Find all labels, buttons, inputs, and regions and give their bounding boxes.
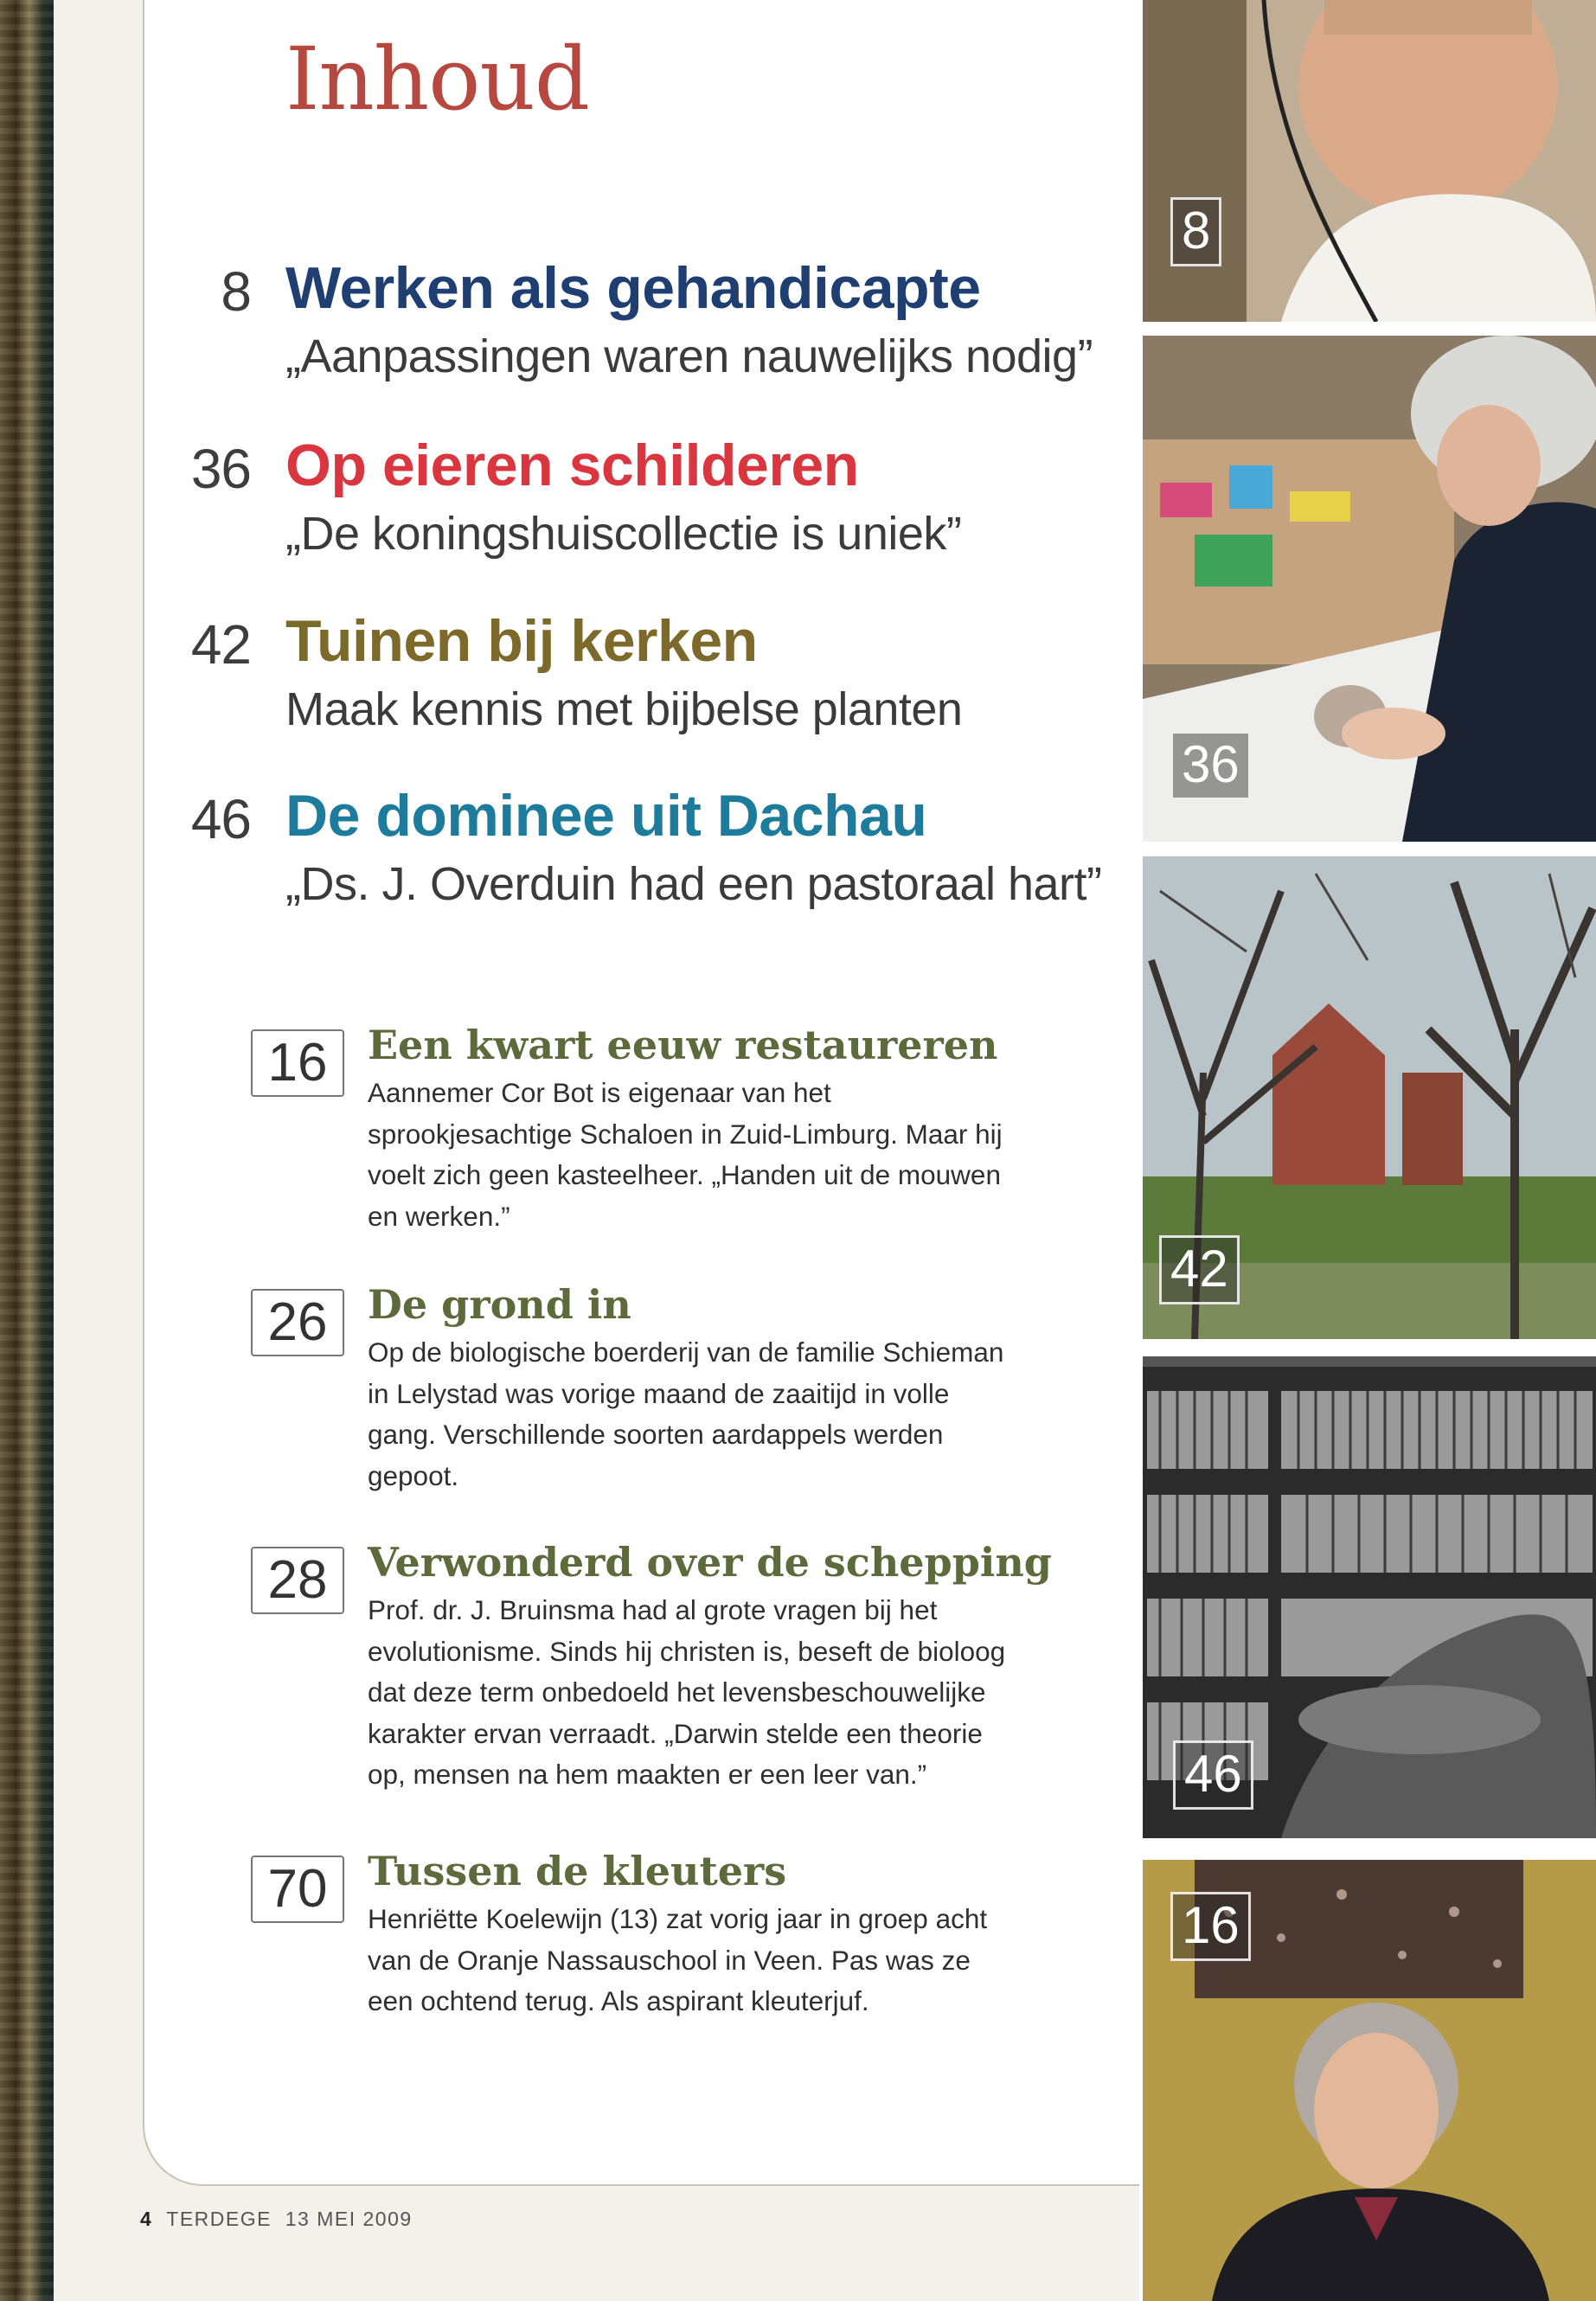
summary-line: Op de biologische boerderij van de familie Schieman [368,1336,1004,1368]
summary-line: voelt zich geen kasteelheer. „Handen uit de mouwen [368,1159,1001,1190]
photo-man-with-headset[interactable] [1143,0,1596,322]
feature-item[interactable] [0,608,1107,764]
article-page-box: 26 [251,1289,344,1356]
page-title: Inhoud [285,29,589,130]
feature-page-number: 8 [221,260,251,323]
article-page-box: 16 [251,1029,344,1097]
summary-line: sprookjesachtige Schaloen in Zuid-Limburg. Maar hij [368,1118,1003,1150]
feature-subtitle: Maak kennis met bijbelse planten [285,683,963,735]
article-summary [368,1332,1025,1497]
article-title: De grond in [368,1281,631,1328]
article-summary [368,1073,1025,1237]
feature-title: De dominee uit Dachau [285,783,927,849]
photo-page-label: 46 [1173,1740,1253,1810]
feature-subtitle: „Ds. J. Overduin had een pastoraal hart” [285,858,1102,910]
feature-title: Tuinen bij kerken [285,608,758,674]
feature-item[interactable] [0,783,1107,939]
feature-subtitle: „De koningshuiscollectie is uniek” [285,508,962,560]
article-title: Tussen de kleuters [368,1848,787,1894]
article-title: Een kwart eeuw restaureren [368,1022,998,1068]
summary-line: gang. Verschillende soorten aardappels werden [368,1419,944,1450]
summary-line: van de Oranje Nassauschool in Veen. Pas was ze [368,1944,971,1976]
photo-page-label: 8 [1170,197,1221,266]
summary-line: Henriëtte Koelewijn (13) zat vorig jaar in groep acht [368,1903,988,1934]
feature-page-number: 42 [190,613,251,676]
feature-title: Op eieren schilderen [285,433,859,498]
summary-line: op, mensen na hem maakten er een leer van.” [368,1759,927,1790]
feature-title: Werken als gehandicapte [285,255,981,321]
feature-subtitle: „Aanpassingen waren nauwelijks nodig” [285,330,1093,382]
summary-line: karakter ervan verraadt. „Darwin stelde een theorie [368,1717,983,1749]
feature-item[interactable] [0,433,1107,588]
summary-line: dat deze term onbedoeld het levensbeschouwelijke [368,1676,986,1708]
article-title: Verwonderd over de schepping [368,1539,1052,1586]
article-page-box: 28 [251,1547,344,1614]
footer-date: 13 MEI 2009 [285,2208,413,2230]
summary-line: in Lelystad was vorige maand de zaaitijd in volle [368,1377,950,1409]
summary-line: een ochtend terug. Als aspirant kleuterjuf. [368,1985,869,2016]
feature-page-number: 36 [190,438,251,500]
summary-line: Aannemer Cor Bot is eigenaar van het [368,1077,831,1108]
summary-line: evolutionisme. Sinds hij christen is, beseft de bioloog [368,1635,1006,1667]
footer-magazine: TERDEGE [166,2208,272,2230]
footer-page-number: 4 [140,2208,153,2230]
summary-line: gepoot. [368,1459,459,1491]
article-summary [368,1899,1025,2022]
photo-page-label: 36 [1170,731,1251,800]
article-summary [368,1590,1025,1796]
article-page-box: 70 [251,1856,344,1923]
page-footer [140,2208,413,2231]
photo-graphic [1143,0,1596,322]
summary-line: en werken.” [368,1200,510,1232]
photo-page-label: 42 [1159,1235,1240,1304]
feature-item[interactable] [0,255,1107,411]
photo-page-label: 16 [1170,1892,1251,1961]
summary-line: Prof. dr. J. Bruinsma had al grote vragen bij het [368,1594,938,1625]
feature-page-number: 46 [190,788,251,850]
